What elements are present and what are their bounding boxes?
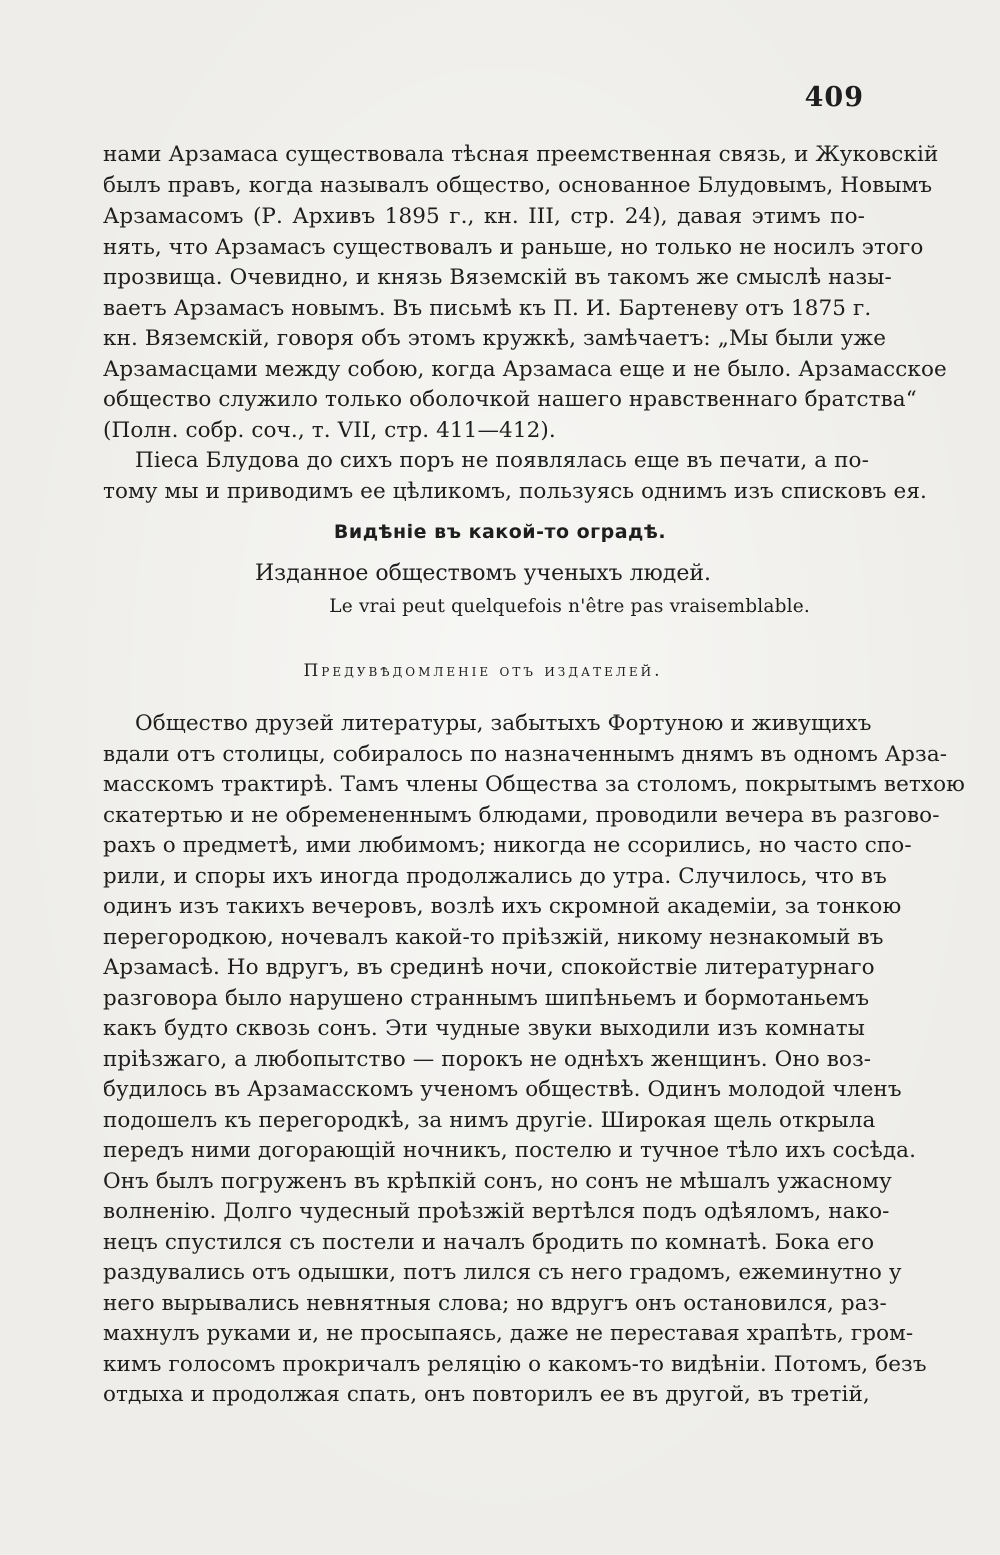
page-number: 409 [804, 82, 864, 113]
text-line: него вырывались невнятныя слова; но вдругъ онъ остановился, раз- [103, 1291, 887, 1316]
text-line: общество служило только оболочкой нашего нравственнаго братства“ [103, 387, 917, 412]
text-line: какъ будто сквозь сонъ. Эти чудные звуки выходили изъ комнаты [103, 1016, 865, 1041]
text-line: вдали отъ столицы, собиралось по назначеннымъ днямъ въ одномъ Арза- [103, 742, 948, 767]
text-line: кн. Вяземскій, говоря объ этомъ кружкѣ, замѣчаетъ: „Мы были уже [103, 326, 887, 351]
text-line: рили, и споры ихъ иногда продолжались до утра. Случилось, что въ [103, 864, 887, 889]
piece-title: Видѣніе въ какой-то оградѣ. [333, 521, 667, 543]
text-line: пріѣзжаго, а любопытство — порокъ не однѣхъ женщинъ. Оно воз- [103, 1047, 872, 1072]
text-line: одинъ изъ такихъ вечеровъ, возлѣ ихъ скромной академіи, за тонкою [103, 894, 902, 919]
text-line: былъ правъ, когда называлъ общество, основанное Блудовымъ, Новымъ [103, 173, 933, 198]
text-line: скатертью и не обремененнымъ блюдами, проводили вечера въ разгово- [103, 803, 940, 828]
epigraph: Le vrai peut quelquefois n'être pas vraisemblable. [329, 596, 810, 617]
text-line: нами Арзамаса существовала тѣсная преемственная связь, и Жуковскій [103, 142, 939, 167]
text-line: тому мы и приводимъ ее цѣликомъ, пользуясь однимъ изъ списковъ ея. [103, 479, 927, 504]
text-line: рахъ о предметѣ, ими любимомъ; никогда не ссорились, но часто спо- [103, 833, 912, 858]
text-line: отдыха и продолжая спать, онъ повторилъ ее въ другой, въ третій, [103, 1382, 870, 1407]
text-line: нецъ спустился съ постели и началъ бродить по комнатѣ. Бока его [103, 1230, 875, 1255]
text-line: прозвища. Очевидно, и князь Вяземскій въ такомъ же смыслѣ назы- [103, 265, 892, 290]
text-line: волненію. Долго чудесный проѣзжій вертѣлся подъ одѣяломъ, нако- [103, 1199, 890, 1224]
text-line: Піеса Блудова до сихъ поръ не появлялась еще въ печати, а по- [135, 448, 869, 473]
text-line: Арзамасомъ (Р. Архивъ 1895 г., кн. III, стр. 24), давая этимъ по- [103, 204, 865, 229]
section-heading: Предувѣдомленіе отъ издателей. [303, 661, 663, 681]
text-line: разговора было нарушено страннымъ шипѣньемъ и бормотаньемъ [103, 986, 870, 1011]
text-line: масскомъ трактирѣ. Тамъ члены Общества за столомъ, покрытымъ ветхою [103, 772, 965, 797]
text-line: Общество друзей литературы, забытыхъ Фортуною и живущихъ [135, 711, 872, 736]
piece-subtitle: Изданное обществомъ ученыхъ людей. [254, 561, 712, 586]
text-line: передъ ними догорающій ночникъ, постелю и тучное тѣло ихъ сосѣда. [103, 1138, 917, 1163]
text-line: подошелъ къ перегородкѣ, за нимъ другіе. Широкая щель открыла [103, 1108, 876, 1133]
text-line: раздувались отъ одышки, потъ лился съ него градомъ, ежеминутно у [103, 1260, 902, 1285]
text-line: нять, что Арзамасъ существовалъ и раньше, но только не носилъ этого [103, 235, 924, 260]
text-line: махнулъ руками и, не просыпаясь, даже не переставая храпѣть, гром- [103, 1321, 914, 1346]
text-line: Арзамасцами между собою, когда Арзамаса еще и не было. Арзамасское [103, 357, 947, 382]
text-line: будилось въ Арзамасскомъ ученомъ обществѣ. Одинъ молодой членъ [103, 1077, 902, 1102]
text-line: ваетъ Арзамасъ новымъ. Въ письмѣ къ П. И. Бартеневу отъ 1875 г. [103, 296, 872, 321]
text-line: Арзамасѣ. Но вдругъ, въ срединѣ ночи, спокойствіе литературнаго [103, 955, 875, 980]
text-line: перегородкою, ночевалъ какой-то пріѣзжій, никому незнакомый въ [103, 925, 884, 950]
text-line: (Полн. собр. соч., т. VII, стр. 411—412). [103, 418, 556, 443]
text-line: кимъ голосомъ прокричалъ реляцію о какомъ-то видѣніи. Потомъ, безъ [103, 1352, 927, 1377]
text-line: Онъ былъ погруженъ въ крѣпкій сонъ, но сонъ не мѣшалъ ужасному [103, 1169, 892, 1194]
